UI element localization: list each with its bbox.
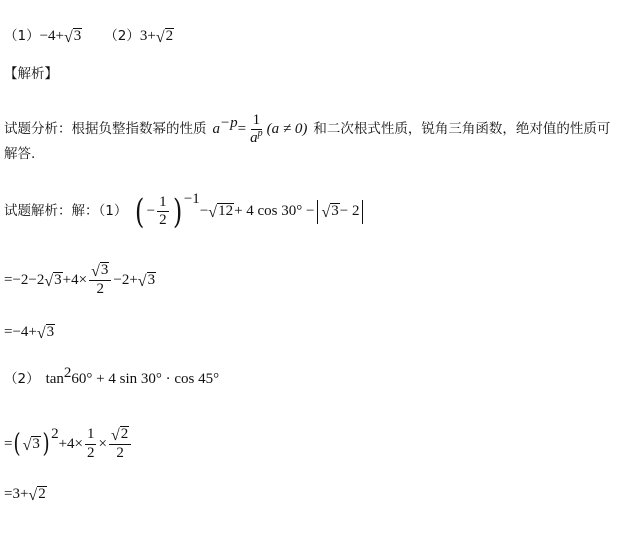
step3-times: +4× xyxy=(58,435,83,452)
formula-lhs: a xyxy=(212,121,220,138)
solution-prefix: 试题解析：解：（1） xyxy=(4,203,128,219)
step3-sqrt: √ 3 xyxy=(22,435,40,454)
step3-fraction-2: √ 2 2 xyxy=(109,426,131,462)
step1-sqrt-a: √ 3 xyxy=(44,271,62,290)
analysis-line-1 xyxy=(4,112,610,148)
tan-exp: 2 xyxy=(63,365,72,381)
solution-step-4 xyxy=(4,486,47,503)
answer-part1-expr: −4+ xyxy=(39,27,65,44)
left-paren: ( xyxy=(135,191,145,232)
formula-fraction: $\frac{1}{a^p}$ xyxy=(250,112,263,147)
step3-right-paren: ) xyxy=(42,429,50,460)
part2-label: （2） xyxy=(4,370,40,387)
answer-part1-sqrt: √ 3 xyxy=(64,28,82,46)
neg-sign: − xyxy=(146,203,156,220)
formula-lhs-exp: −p xyxy=(220,115,238,132)
answer-part2-label: （2） xyxy=(104,27,140,44)
step1-tail: −2+ xyxy=(113,271,138,288)
right-paren: ) xyxy=(172,191,182,232)
neg-one-exp: −1 xyxy=(183,191,200,208)
step1-prefix: =−2−2 xyxy=(4,271,45,288)
cos-term: + 4 cos 30° − xyxy=(234,203,315,220)
half-fraction: $\frac{1}{2}$ xyxy=(159,194,167,229)
step3-fraction-1: $\frac{1}{2}$ xyxy=(86,426,95,461)
analysis-heading: 【解析】 xyxy=(4,66,58,82)
step2-prefix: =−4+ xyxy=(4,323,37,340)
abs-bar-right xyxy=(362,200,363,224)
step3-times-2: × xyxy=(98,435,107,452)
solution-step-1 xyxy=(4,262,156,298)
formula-eq: = xyxy=(237,121,247,138)
answer-part2-sqrt: √ 2 xyxy=(155,28,174,46)
step1-sqrt-b: √ 3 xyxy=(137,271,156,290)
abs-sqrt-3: √ 3 xyxy=(321,203,339,222)
step3-exp: 2 xyxy=(51,425,59,442)
answer-part2-expr: 3+ xyxy=(139,27,156,44)
solution-part2 xyxy=(4,365,220,387)
sqrt-12: √ 12 xyxy=(208,203,234,222)
minus-sign: − xyxy=(199,203,209,220)
step3-left-paren: ( xyxy=(13,429,22,460)
solution-step-2 xyxy=(4,324,55,341)
formula-condition: (a ≠ 0) xyxy=(266,121,308,138)
solution-line-1 xyxy=(4,191,366,232)
step2-sqrt: √ 3 xyxy=(36,324,55,342)
solution-step-3 xyxy=(4,426,133,462)
answer-line xyxy=(4,28,174,45)
step4-prefix: =3+ xyxy=(4,485,29,502)
abs-tail: − 2 xyxy=(339,203,360,220)
part2-rest: 60° + 4 sin 30° · cos 45° xyxy=(71,371,220,387)
analysis-line-2: 解答. xyxy=(4,146,36,162)
step1-fraction: √ 3 2 xyxy=(89,262,111,298)
analysis-prefix: 试题分析：根据负整指数幂的性质 xyxy=(4,121,207,137)
step1-times: +4× xyxy=(62,271,88,288)
abs-bar-left xyxy=(317,200,318,224)
answer-part1-label: （1） xyxy=(4,27,40,44)
step4-sqrt: √ 2 xyxy=(28,486,46,504)
tan-fn: tan xyxy=(45,371,64,387)
analysis-suffix: 和二次根式性质，锐角三角函数，绝对值的性质可 xyxy=(313,121,611,137)
step3-eq: = xyxy=(4,435,13,452)
